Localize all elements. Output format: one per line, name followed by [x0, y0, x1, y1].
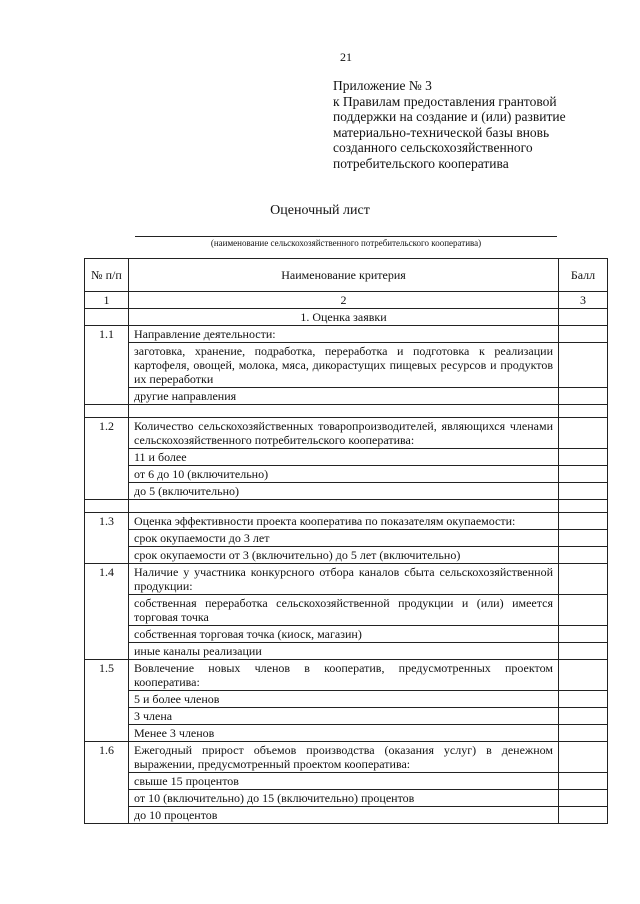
criterion-option: до 10 процентов: [129, 807, 559, 824]
criterion-title: Направление деятельности:: [129, 326, 559, 343]
score-cell: [559, 773, 608, 790]
cooperative-name-caption: (наименование сельскохозяйственного потребительского кооператива): [210, 238, 482, 248]
appendix-line: к Правилам предоставления грантовой: [333, 93, 557, 109]
score-cell: [559, 513, 608, 530]
score-cell: [559, 708, 608, 725]
score-cell: [559, 790, 608, 807]
criterion-row: [85, 513, 608, 530]
criterion-option-row: [85, 530, 608, 547]
header-criterion: Наименование критерия: [129, 259, 559, 292]
criterion-number: 1.2: [85, 418, 129, 500]
evaluation-table: [84, 258, 608, 824]
criterion-option: другие направления: [129, 388, 559, 405]
score-cell: [559, 725, 608, 742]
criterion-title: Наличие у участника конкурсного отбора каналов сбыта сельскохозяйственной продукции:: [129, 564, 559, 595]
criterion-option: иные каналы реализации: [129, 643, 559, 660]
criterion-option: собственная торговая точка (киоск, магазин): [129, 626, 559, 643]
criterion-title: Ежегодный прирост объемов производства (оказания услуг) в денежном выражении, предусмотренный проектом кооператива:: [129, 742, 559, 773]
appendix-line: Приложение № 3: [333, 78, 432, 93]
criterion-row: [85, 418, 608, 449]
criterion-title: Оценка эффективности проекта кооператива по показателям окупаемости:: [129, 513, 559, 530]
criterion-row: [85, 742, 608, 773]
criterion-option-row: [85, 708, 608, 725]
criterion-number: 1.1: [85, 326, 129, 405]
criterion-row: [85, 326, 608, 343]
criterion-option: срок окупаемости от 3 (включительно) до 5 лет (включительно): [129, 547, 559, 564]
spacer-cell: [129, 500, 559, 513]
spacer-cell: [85, 500, 129, 513]
score-cell: [559, 466, 608, 483]
criterion-option: Менее 3 членов: [129, 725, 559, 742]
section-row: [85, 309, 608, 326]
criterion-option-row: [85, 483, 608, 500]
score-cell: [559, 530, 608, 547]
table-header-row: [85, 259, 608, 292]
cooperative-name-line: [135, 236, 557, 237]
criterion-option-row: [85, 643, 608, 660]
score-cell: [559, 343, 608, 388]
section-title: 1. Оценка заявки: [129, 309, 559, 326]
criterion-number: 1.3: [85, 513, 129, 564]
score-cell: [559, 643, 608, 660]
criterion-option: 11 и более: [129, 449, 559, 466]
score-cell: [559, 626, 608, 643]
criterion-option-row: [85, 547, 608, 564]
section-score-cell: [559, 309, 608, 326]
criterion-option: от 10 (включительно) до 15 (включительно) процентов: [129, 790, 559, 807]
criterion-option-row: [85, 807, 608, 824]
score-cell: [559, 388, 608, 405]
score-cell: [559, 326, 608, 343]
criterion-row: [85, 660, 608, 691]
criterion-number: 1.4: [85, 564, 129, 660]
score-cell: [559, 418, 608, 449]
criterion-option: заготовка, хранение, подработка, переработка и подготовка к реализации картофеля, овощей, молока, мяса, дикорастущих пищевых ресурсов и продуктов их переработки: [129, 343, 559, 388]
criterion-option-row: [85, 790, 608, 807]
column-number: 3: [559, 292, 608, 309]
spacer-cell: [559, 405, 608, 418]
score-cell: [559, 807, 608, 824]
column-number: 2: [129, 292, 559, 309]
criterion-number: 1.5: [85, 660, 129, 742]
spacer-cell: [559, 500, 608, 513]
criterion-row: [85, 564, 608, 595]
criterion-option-row: [85, 466, 608, 483]
score-cell: [559, 483, 608, 500]
criterion-title: Вовлечение новых членов в кооператив, предусмотренных проектом кооператива:: [129, 660, 559, 691]
criterion-option-row: [85, 449, 608, 466]
criterion-number: 1.6: [85, 742, 129, 824]
score-cell: [559, 660, 608, 691]
appendix-line: потребительского кооператива: [333, 155, 509, 171]
header-num: № п/п: [85, 259, 129, 292]
appendix-line: материально-технической базы вновь: [333, 124, 550, 140]
score-cell: [559, 449, 608, 466]
spacer-row: [85, 500, 608, 513]
criterion-option: 5 и более членов: [129, 691, 559, 708]
criterion-option: срок окупаемости до 3 лет: [129, 530, 559, 547]
column-number: 1: [85, 292, 129, 309]
column-number-row: [85, 292, 608, 309]
score-cell: [559, 564, 608, 595]
section-empty-cell: [85, 309, 129, 326]
document-title: Оценочный лист: [270, 203, 370, 218]
appendix-line: поддержки на создание и (или) развитие: [333, 109, 566, 124]
appendix-block: [333, 78, 623, 171]
spacer-cell: [129, 405, 559, 418]
page-number: 21: [340, 50, 352, 64]
criterion-option-row: [85, 388, 608, 405]
criterion-option: от 6 до 10 (включительно): [129, 466, 559, 483]
appendix-line: созданного сельскохозяйственного: [333, 140, 533, 155]
criterion-option-row: [85, 343, 608, 388]
criterion-title: Количество сельскохозяйственных товаропроизводителей, являющихся членами сельскохозяйственного потребительского кооператива:: [129, 418, 559, 449]
criterion-option-row: [85, 626, 608, 643]
score-cell: [559, 691, 608, 708]
criterion-option-row: [85, 595, 608, 626]
criterion-option-row: [85, 691, 608, 708]
score-cell: [559, 595, 608, 626]
criterion-option: собственная переработка сельскохозяйственной продукции и (или) имеется торговая точка: [129, 595, 559, 626]
criterion-option: до 5 (включительно): [129, 483, 559, 500]
criterion-option: 3 члена: [129, 708, 559, 725]
score-cell: [559, 547, 608, 564]
criterion-option: свыше 15 процентов: [129, 773, 559, 790]
criterion-option-row: [85, 725, 608, 742]
criterion-option-row: [85, 773, 608, 790]
header-score: Балл: [559, 259, 608, 292]
score-cell: [559, 742, 608, 773]
spacer-row: [85, 405, 608, 418]
spacer-cell: [85, 405, 129, 418]
